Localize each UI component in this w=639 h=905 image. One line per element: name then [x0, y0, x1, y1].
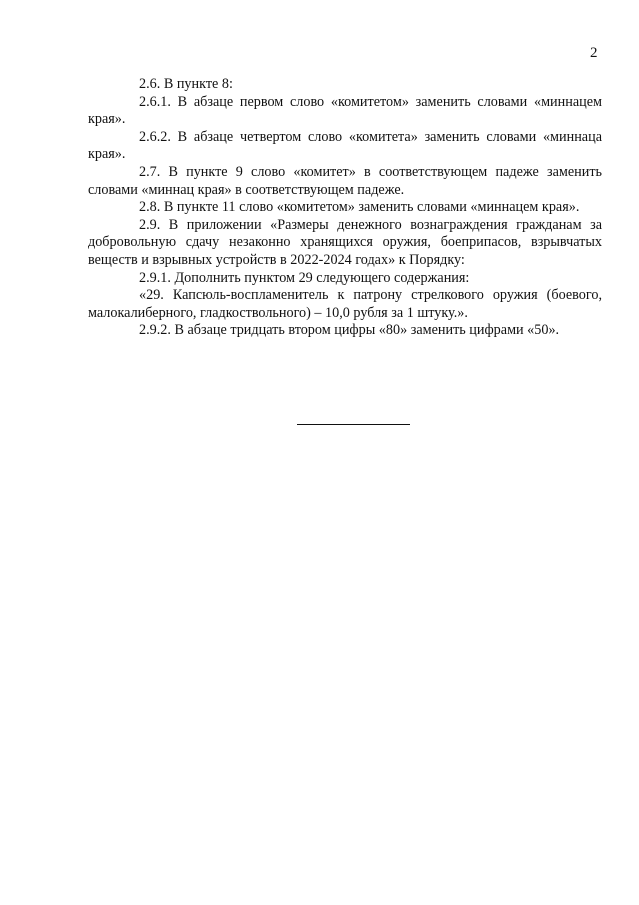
paragraph-2-7: 2.7. В пункте 9 слово «комитет» в соответствующем падеже заменить словами «миннац края» в соответствующем падеже.	[88, 163, 602, 198]
page-number: 2	[590, 45, 598, 61]
paragraph-2-6-2: 2.6.2. В абзаце четвертом слово «комитета» заменить словами «миннаца края».	[88, 128, 602, 163]
closing-separator-line	[297, 424, 410, 425]
paragraph-2-9: 2.9. В приложении «Размеры денежного вознаграждения гражданам за добровольную сдачу незаконно хранящихся оружия, боеприпасов, взрывчатых веществ и взрывных устройств в 2022-2024 годах» к Порядку:	[88, 216, 602, 268]
paragraph-item-29: «29. Капсюль-воспламенитель к патрону стрелкового оружия (боевого, малокалиберного, гладкоствольного) – 10,0 рубля за 1 штуку.».	[88, 287, 602, 321]
paragraph-2-6-1: 2.6.1. В абзаце первом слово «комитетом» заменить словами «миннацем края».	[88, 93, 602, 128]
paragraph-2-9-1: 2.9.1. Дополнить пунктом 29 следующего содержания:	[139, 269, 470, 286]
document-body	[88, 76, 602, 340]
paragraph-2-8: 2.8. В пункте 11 слово «комитетом» заменить словами «миннацем края».	[139, 199, 580, 216]
paragraph-2-9-2: 2.9.2. В абзаце тридцать втором цифры «80» заменить цифрами «50».	[139, 322, 560, 339]
paragraph-2-6: 2.6. В пункте 8:	[139, 76, 233, 92]
